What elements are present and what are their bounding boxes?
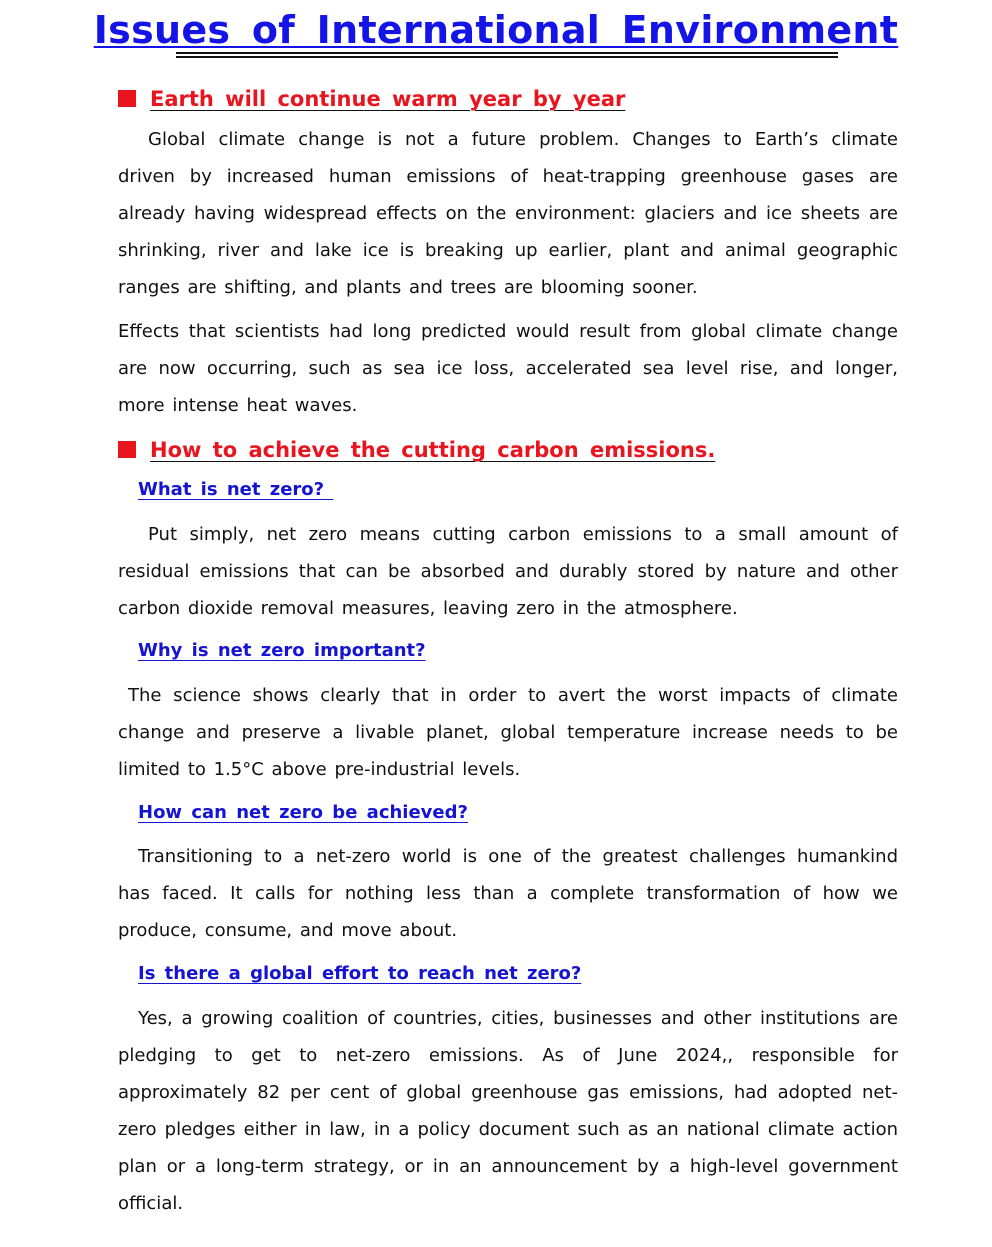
title-divider-second [176, 56, 838, 58]
answer-global-effort: Yes, a growing coalition of countries, cities, businesses and other institutions are pledging to get to net-zero emissions. As of June 2024,, responsible for approximately 82 per cent of global greenhouse gas emissions, had adopted net-zero pledges either in law, in a policy document such as an national climate action plan or a long-term strategy, or in an announcement by a high-level government official. [118, 1008, 898, 1214]
title-divider [176, 52, 838, 54]
answer-why-net-zero-important: The science shows clearly that in order to avert the worst impacts of climate change and preserve a livable planet, global temperature increase needs to be limited to 1.5°C above pre-industrial levels. [118, 685, 898, 780]
red-square-bullet-icon [118, 441, 136, 458]
page-title: Issues of International Environment [93, 8, 899, 52]
answer-how-net-zero-achieved: Transitioning to a net-zero world is one of the greatest challenges humankind has faced. It calls for nothing less than a complete transformation of how we produce, consume, and move about. [118, 846, 898, 941]
section-heading-cutting-emissions [118, 436, 715, 464]
red-square-bullet-icon [118, 90, 136, 107]
question-what-is-net-zero: What is net zero? [138, 479, 334, 500]
answer-what-is-net-zero: Put simply, net zero means cutting carbon emissions to a small amount of residual emissions that can be absorbed and durably stored by nature and other carbon dioxide removal measures, leaving zero in the atmosphere. [118, 524, 898, 619]
question-how-net-zero-achieved: How can net zero be achieved? [138, 802, 468, 823]
paragraph-climate-change: Global climate change is not a future problem. Changes to Earth’s climate driven by increased human emissions of heat-trapping greenhouse gases are already having widespread effects on the environment: glaciers and ice sheets are shrinking, river and lake ice is breaking up earlier, plant and animal geographic ranges are shifting, and plants and trees are blooming sooner. [118, 129, 898, 298]
section-heading-earth-warming [118, 85, 625, 113]
paragraph-effects: Effects that scientists had long predicted would result from global climate change are now occurring, such as sea ice loss, accelerated sea level rise, and longer, more intense heat waves. [118, 321, 898, 416]
question-global-effort: Is there a global effort to reach net zero? [138, 963, 582, 984]
question-why-net-zero-important: Why is net zero important? [138, 640, 426, 661]
section-heading-text: Earth will continue warm year by year [150, 87, 626, 111]
section-heading-text: How to achieve the cutting carbon emissions. [150, 438, 716, 462]
